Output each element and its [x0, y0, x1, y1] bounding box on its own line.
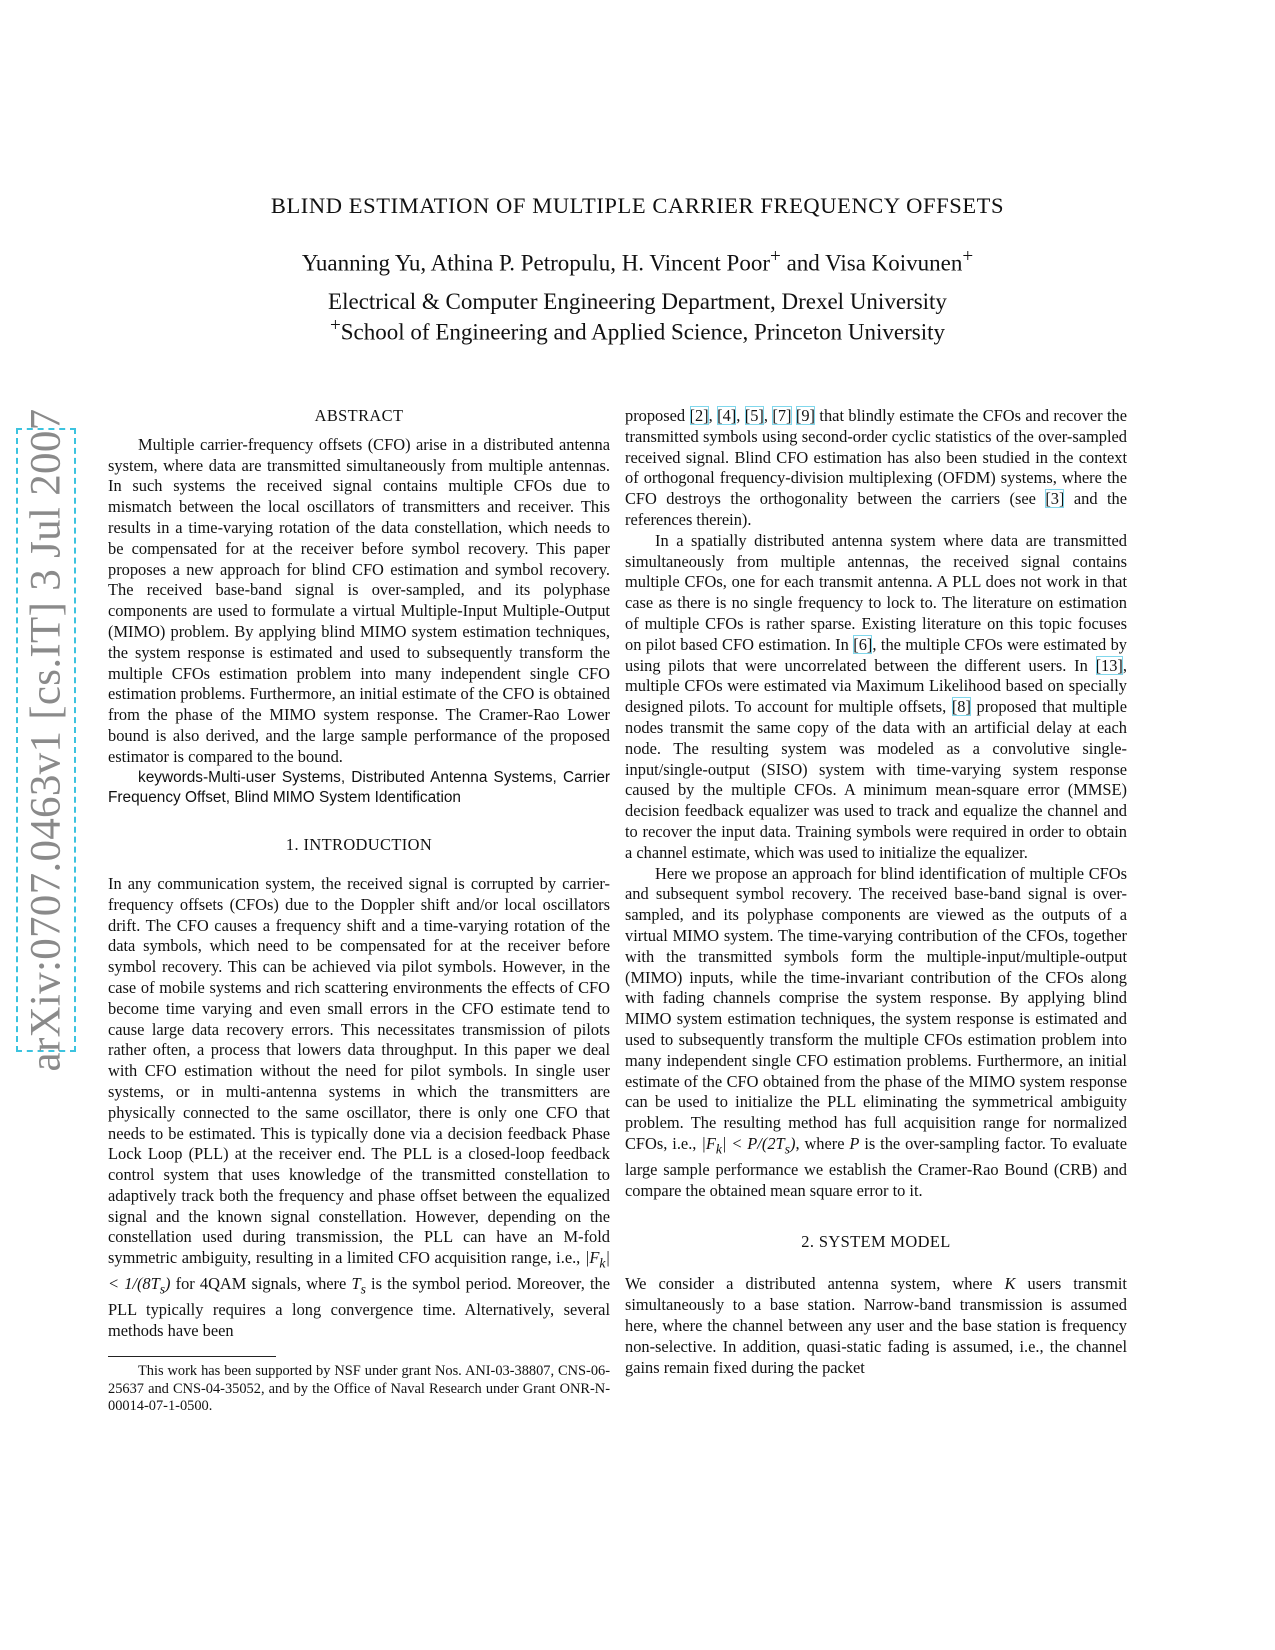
- authors-main: Yuanning Yu, Athina P. Petropulu, H. Vincent Poor: [301, 250, 771, 276]
- math-sub: k: [715, 1141, 722, 1157]
- intro-paragraph-1: [108, 874, 610, 1342]
- affiliation-drexel: Electrical & Computer Engineering Department, Drexel University: [328, 289, 947, 314]
- citation-link-7[interactable]: [7]: [772, 406, 792, 425]
- math-ts: [351, 1274, 366, 1297]
- text: and the references therein).: [625, 489, 1127, 529]
- text: is the over-sampling factor. To evaluate large sample performance we establish the Cramer-Rao Bound (CRB) and compare the obtained mean square error to it.: [625, 1133, 1127, 1200]
- citation-link-9[interactable]: [9]: [795, 406, 816, 425]
- text: ,: [763, 406, 773, 425]
- citation-link-5[interactable]: [5]: [744, 406, 764, 425]
- intro-p1-text-b: for 4QAM signals, where: [170, 1274, 352, 1294]
- funding-footnote: This work has been supported by NSF under grant Nos. ANI-03-38807, CNS-06-25637 and CNS-04-35052, and by the Office of Naval Research under Grant ONR-N-00014-07-1-0500.: [108, 1363, 610, 1415]
- citation-link-6[interactable]: [6]: [853, 634, 873, 654]
- math-part: ): [789, 1133, 796, 1153]
- authors-last: and Visa Koivunen: [780, 250, 963, 276]
- citation-link-3[interactable]: [3]: [1045, 489, 1065, 509]
- keywords: keywords-Multi-user Systems, Distributed Antenna Systems, Carrier Frequency Offset, Blind MIMO System Identification: [108, 768, 610, 807]
- text: , where: [795, 1133, 850, 1153]
- plus-marker: +: [329, 315, 341, 336]
- abstract-body: Multiple carrier-frequency offsets (CFO) arise in a distributed antenna system, where data are transmitted simultaneously from multiple antennas. In such systems the received signal contains multiple CFOs due to mismatch between the local oscillators of transmitters and receiver. This results in a time-varying rotation of the data constellation, which needs to be compensated for at the receiver before symbol recovery. This paper proposes a new approach for blind CFO estimation and symbol recovery. The received base-band signal is over-sampled, and its polyphase components are used to formulate a virtual Multiple-Input Multiple-Output (MIMO) problem. By applying blind MIMO system estimation techniques, the system response is estimated and used to subsequently transform the multiple CFOs estimation problem into many independent single CFO estimation problems. Furthermore, an initial estimate of the CFO is obtained from the phase of the MIMO system response. The Cramer-Rao Lower bound is also derived, and the large sample performance of the proposed estimator is compared to the bound.: [108, 434, 610, 766]
- paper-title: BLIND ESTIMATION OF MULTIPLE CARRIER FREQUENCY OFFSETS: [270, 193, 1005, 218]
- intro-p1-text-a: In any communication system, the received signal is corrupted by carrier-frequency offsets (CFOs) due to the Doppler shift and/or local oscillators drift. The CFO causes a frequency shift and a time-varying rotation of the data symbols, which need to be compensated for at the receiver before symbol recovery. This can be achieved via pilot symbols. However, in the case of mobile systems and rich scattering environments the effects of CFO become time varying and even small errors in the CFO estimate tend to cause large data recovery errors. This necessitates transmission of pilots rather often, a process that lowers data throughput. In this paper we deal with CFO estimation without the need for pilot symbols. In single user systems, or in multi-antenna systems in which the transmitters are physically connected to the same oscillator, there is only one CFO that needs to be estimated. This is typically done via a decision feedback Phase Lock Loop (PLL) at the receiver end. The PLL is a closed-loop feedback control system that uses knowledge of the transmitted constellation to adaptively track both the frequency and phase offset between the equalized signal and the known signal constellation. However, depending on the constellation used during transmission, the PLL can have an M-fold symmetric ambiguity, resulting in a limited CFO acquisition range, i.e.,: [108, 873, 610, 1268]
- text: that blindly estimate the CFOs and recover the transmitted symbols using second-order cyclic statistics of the over-sampled received signal. Blind CFO estimation has also been studied in the context of orthogonal frequency-division multiplexing (OFDM) systems, where the CFO destroys the orthogonality between the carriers (see: [625, 406, 1127, 509]
- math-part: T: [351, 1274, 361, 1294]
- math-part: |F: [584, 1248, 600, 1268]
- system-model-paragraph-1: [625, 1274, 1127, 1378]
- plus-marker: +: [770, 246, 781, 267]
- math-sub: s: [360, 1281, 366, 1297]
- math-part: ): [165, 1274, 171, 1294]
- text: proposed that multiple nodes transmit the same copy of the data with an artificial delay at each node. The resulting system was modeled as a convolutive single-input/single-output (SISO) system with time-varying system response caused by the multiple CFOs. A minimum mean-square error (MMSE) decision feedback equalizer was used to track and equalize the channel and to recover the input data. Training symbols were required in order to obtain a channel estimate, which was used to initialize the equalizer.: [625, 697, 1127, 862]
- text: ,: [736, 406, 745, 425]
- arxiv-id-label: arXiv:0707.0463v1 [cs.IT] 3 Jul 2007: [22, 408, 70, 1072]
- intro-p1-text-c: is the symbol period. Moreover, the PLL typically requires a long convergence time. Alternatively, several methods have been: [108, 1274, 610, 1341]
- math-sub: s: [159, 1281, 166, 1297]
- system-model-heading: 2. SYSTEM MODEL: [801, 1231, 951, 1251]
- citation-link-4[interactable]: [4]: [717, 406, 737, 425]
- left-column: [108, 406, 610, 1416]
- math-sub: s: [784, 1141, 790, 1157]
- abstract-heading: ABSTRACT: [314, 406, 404, 425]
- affiliation-princeton: [0, 315, 1275, 346]
- math-part: | < P/(2T: [721, 1133, 785, 1153]
- text: users transmit simultaneously to a base station. Narrow-band transmission is assumed here, where the channel between any user and the base station is frequency non-selective. In addition, quasi-static fading is assumed, i.e., the channel gains remain fixed during the packet: [625, 1274, 1127, 1377]
- intro-heading: 1. INTRODUCTION: [285, 835, 433, 855]
- right-column: [625, 406, 1127, 1378]
- intro-paragraph-2: [625, 406, 1127, 531]
- text: We consider a distributed antenna system, where: [625, 1274, 1005, 1294]
- arxiv-stamp: [16, 408, 76, 1072]
- text: Here we propose an approach for blind identification of multiple CFOs and subsequent symbol recovery. The received base-band signal is over-sampled, and its polyphase components are viewed as the outputs of a virtual MIMO system. The time-varying contribution of the CFOs, together with the transmitted symbols form the multiple-input/multiple-output (MIMO) inputs, while the time-invariant contribution of the CFOs along with fading channels comprise the system response. By applying blind MIMO system estimation techniques, the system response is estimated and used to subsequently transform the multiple CFOs estimation problem into many independent single CFO estimation problems. Furthermore, an initial estimate of the CFO obtained from the phase of the MIMO system response can be used to initialize the PLL eliminating the symmetrical ambiguity problem. The resulting method has full acquisition range for normalized CFOs, i.e.,: [625, 863, 1127, 1153]
- intro-paragraph-3: [625, 531, 1127, 864]
- intro-paragraph-4: [625, 864, 1127, 1202]
- citation-link-2[interactable]: [2]: [689, 406, 709, 425]
- text: ,: [708, 406, 718, 425]
- math-p: P: [849, 1133, 860, 1153]
- text: , the multiple CFOs were estimated by using pilots that were uncorrelated between the different users. In: [625, 634, 1127, 675]
- citation-link-13[interactable]: [13]: [1095, 655, 1123, 675]
- math-fk-range: [701, 1133, 796, 1157]
- math-part: |F: [701, 1133, 716, 1153]
- math-k: K: [1004, 1274, 1016, 1294]
- affiliation-princeton-text: School of Engineering and Applied Science, Princeton University: [340, 319, 946, 345]
- citation-link-8[interactable]: [8]: [951, 697, 971, 717]
- author-line: [0, 246, 1275, 277]
- math-sub: k: [599, 1255, 606, 1271]
- text: In a spatially distributed antenna system where data are transmitted simultaneously from multiple antennas, the received signal contains multiple CFOs, one for each transmit antenna. A PLL does not work in that case as there is no single frequency to lock to. The literature on estimation of multiple CFOs is rather sparse. Existing literature on this topic focuses on pilot based CFO estimation. In: [625, 530, 1127, 654]
- math-part: | < 1/(8T: [108, 1248, 610, 1294]
- text: , multiple CFOs were estimated via Maximum Likelihood based on specially designed pilots. To account for multiple offsets,: [625, 655, 1127, 717]
- footnote-divider: [108, 1356, 276, 1357]
- plus-marker: +: [962, 246, 974, 267]
- text: proposed: [625, 406, 690, 425]
